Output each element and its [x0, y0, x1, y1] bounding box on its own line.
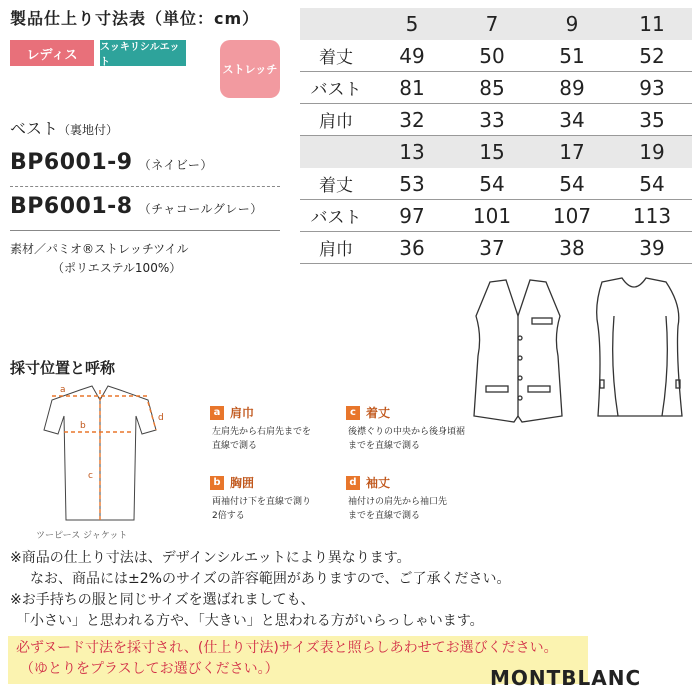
legend-desc: 両袖付け下を直線で測り — [212, 497, 312, 507]
table-row — [300, 232, 692, 264]
legend-desc: 2倍する — [212, 511, 245, 521]
table-cell: 34 — [559, 107, 585, 132]
note-line: 「小さい」と思われる方や、「大きい」と思われる方がいらっしゃいます。 — [16, 613, 484, 629]
table-cell: 107 — [552, 203, 592, 228]
table-row — [300, 72, 692, 104]
notes — [10, 548, 511, 632]
size-header-cell: 9 — [565, 12, 579, 36]
diagram-caption: ツーピース ジャケット — [36, 531, 128, 541]
silhouette-badge: スッキリシルエット — [100, 40, 186, 66]
row-label: 着丈 — [319, 48, 353, 68]
legend-desc: までを直線で測る — [348, 441, 421, 451]
table-cell: 54 — [559, 171, 585, 196]
diagram-letter-c: c — [88, 471, 93, 481]
table-cell: 113 — [632, 203, 672, 228]
dashed-divider — [10, 186, 280, 187]
table-row — [300, 40, 692, 72]
table-cell: 51 — [559, 43, 585, 68]
legend-item-d — [346, 474, 506, 523]
table-cell: 54 — [639, 171, 665, 196]
product-type — [10, 116, 118, 139]
table-cell: 49 — [399, 43, 425, 68]
product-code-2 — [10, 194, 263, 219]
diagram-letter-d: d — [158, 413, 164, 423]
row-label: 肩巾 — [319, 112, 353, 132]
material-line-1: 素材／パミオ®ストレッチツイル — [10, 242, 189, 256]
table-cell: 93 — [639, 75, 665, 100]
legend-desc: 左肩先から右肩先までを — [212, 427, 312, 437]
legend-item-c — [346, 404, 506, 453]
table-cell: 32 — [399, 107, 425, 132]
vest-front-drawing — [474, 280, 562, 422]
legend-letter: d — [346, 476, 360, 490]
note-line: なお、商品には±2%のサイズの許容範囲がありますので、ご了承ください。 — [30, 571, 511, 587]
legend-name: 着丈 — [366, 406, 391, 420]
size-header-cell: 11 — [639, 12, 665, 36]
product-type-note: （裏地付） — [58, 123, 119, 137]
size-header-cell: 19 — [639, 140, 665, 164]
vest-back-drawing — [597, 278, 682, 416]
measurement-title: 採寸位置と呼称 — [10, 359, 116, 377]
size-header-cell: 13 — [399, 140, 425, 164]
highlight-line: （ゆとりをプラスしてお選びください。） — [20, 661, 279, 677]
row-label: バスト — [310, 80, 362, 100]
product-code-1-number: BP6001-9 — [10, 150, 133, 175]
size-table — [300, 8, 692, 264]
jacket-diagram — [30, 380, 180, 530]
row-label: 肩巾 — [319, 240, 353, 260]
highlight-notes — [16, 638, 558, 680]
note-line: ※お手持ちの服と同じサイズを選ばれましても、 — [10, 592, 315, 608]
size-header-cell: 17 — [559, 140, 585, 164]
size-header-cell: 7 — [485, 12, 499, 36]
table-cell: 39 — [639, 235, 665, 260]
legend-desc: 袖付けの肩先から袖口先 — [348, 497, 448, 507]
legend-desc: 直線で測る — [212, 441, 258, 451]
divider — [10, 230, 280, 231]
legend-letter: b — [210, 476, 224, 490]
table-cell: 38 — [559, 235, 585, 260]
table-cell: 97 — [399, 203, 425, 228]
table-cell: 36 — [399, 235, 425, 260]
legend-letter: c — [346, 406, 360, 420]
ladies-badge: レディス — [10, 40, 94, 66]
legend-name: 肩巾 — [230, 406, 255, 420]
size-header-row — [300, 136, 692, 168]
size-header-cell: 15 — [479, 140, 505, 164]
row-label: 着丈 — [319, 176, 353, 196]
product-type-name: ベスト — [10, 119, 59, 138]
material — [10, 240, 189, 278]
legend-letter: a — [210, 406, 224, 420]
table-row — [300, 200, 692, 232]
row-label: バスト — [310, 208, 362, 228]
table-cell: 101 — [472, 203, 512, 228]
table-cell: 35 — [639, 107, 665, 132]
size-header-cell: 5 — [405, 12, 419, 36]
size-header-row — [300, 8, 692, 40]
table-row — [300, 104, 692, 136]
legend-desc: 後襟ぐりの中央から後身頃裾 — [348, 427, 466, 437]
table-cell: 89 — [559, 75, 585, 100]
table-cell: 53 — [399, 171, 425, 196]
highlight-line: 必ずヌード寸法を採寸され、(仕上り寸法)サイズ表と照らしあわせてお選びください。 — [16, 640, 558, 656]
material-line-2: （ポリエステル100%） — [52, 261, 182, 275]
stretch-badge: ストレッチ — [220, 40, 280, 98]
table-cell: 37 — [479, 235, 505, 260]
table-row — [300, 168, 692, 200]
page-title: 製品仕上り寸法表（単位：cm） — [10, 9, 260, 28]
product-code-2-number: BP6001-8 — [10, 194, 133, 219]
product-code-2-color: （チャコールグレー） — [138, 202, 263, 216]
brand-logo: MONTBLANC — [490, 666, 642, 690]
table-cell: 52 — [639, 43, 665, 68]
legend-desc: までを直線で測る — [348, 511, 421, 521]
note-line: ※商品の仕上り寸法は、デザインシルエットにより異なります。 — [10, 550, 411, 566]
product-code-1-color: （ネイビー） — [138, 158, 213, 172]
diagram-letter-b: b — [80, 421, 86, 431]
table-cell: 50 — [479, 43, 505, 68]
diagram-letter-a: a — [60, 385, 66, 395]
product-code-1 — [10, 150, 213, 175]
legend-name: 袖丈 — [366, 476, 391, 490]
table-cell: 85 — [479, 75, 505, 100]
table-cell: 54 — [479, 171, 505, 196]
legend-name: 胸囲 — [230, 476, 255, 490]
table-cell: 33 — [479, 107, 505, 132]
table-cell: 81 — [399, 75, 425, 100]
